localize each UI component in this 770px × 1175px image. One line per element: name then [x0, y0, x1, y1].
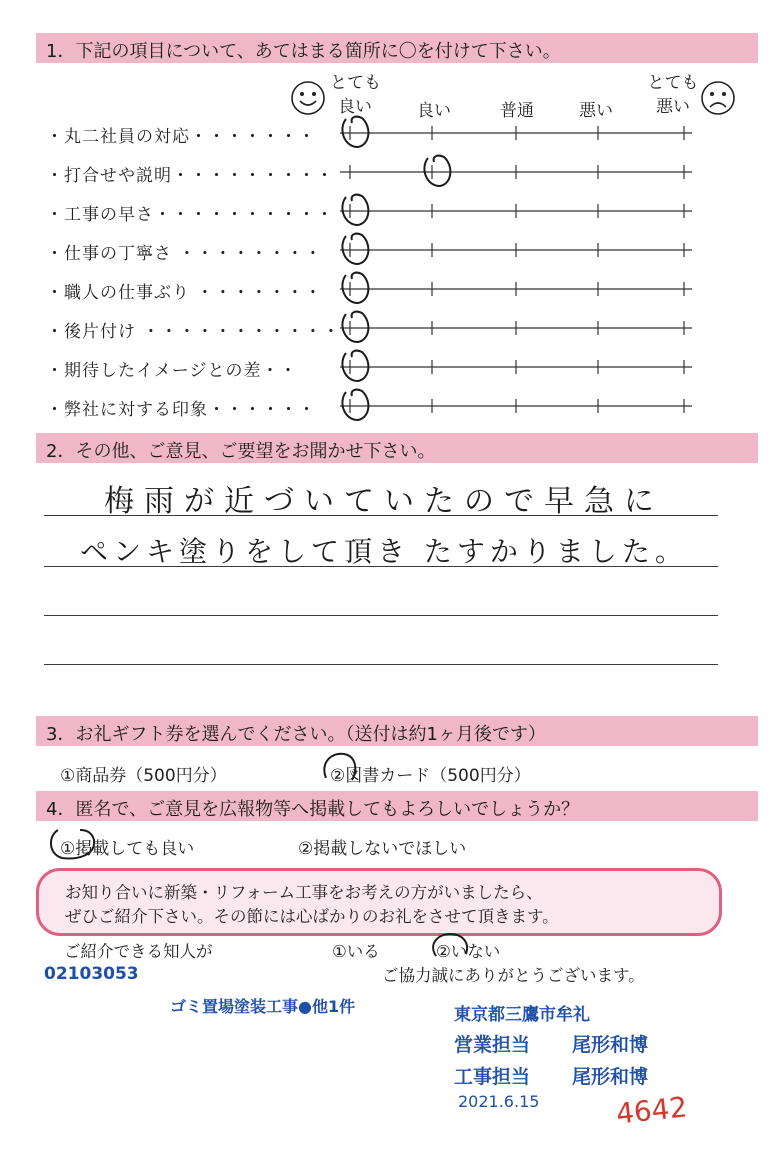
gift-option-book-card[interactable]: ②図書カード（500円分）	[330, 766, 531, 786]
handwritten-comment-line2: ペンキ塗りをして頂き たすかりました。	[80, 535, 688, 568]
rating-row-label: ・後片付け ・・・・・・・・・・・	[46, 322, 341, 342]
hand-drawn-circle-mark	[342, 195, 368, 225]
referral-option-no[interactable]: ②いない	[436, 942, 501, 961]
scale-top-very-bad: とても	[647, 73, 699, 93]
rating-row-label: ・弊社に対する印象・・・・・・	[46, 400, 316, 420]
survey-date: 2021.6.15	[458, 1092, 540, 1111]
section4-heading-band	[36, 791, 758, 821]
hand-drawn-circle-mark	[342, 312, 368, 342]
sales-rep-name: 尾形和博	[572, 1034, 649, 1056]
section2-heading: 2．その他、ご意見、ご要望をお聞かせ下さい。	[46, 441, 436, 462]
section3-heading-band	[36, 716, 758, 746]
hand-drawn-circle-mark	[342, 273, 368, 303]
scale-bad: 悪い	[579, 101, 613, 121]
scale-very-good: 良い	[338, 97, 372, 117]
referral-box-line1: お知り合いに新築・リフォーム工事をお考えの方がいましたら、	[65, 883, 543, 902]
scale-top-very-good: とても	[330, 73, 381, 93]
customer-code: 02103053	[44, 964, 139, 984]
project-name: ゴミ置場塗装工事●他1件	[170, 997, 356, 1016]
scale-good: 良い	[417, 101, 451, 121]
scale-very-bad: 悪い	[656, 97, 690, 117]
rating-row-label: ・工事の早さ・・・・・・・・・・	[46, 205, 334, 225]
rating-row-label: ・丸二社員の対応・・・・・・・	[46, 127, 316, 147]
rating-row-label: ・期待したイメージとの差・・	[46, 361, 298, 381]
section1-heading: 1．下記の項目について、あてはまる箇所に〇を付けて下さい。	[46, 41, 561, 62]
construction-rep-name: 尾形和博	[572, 1066, 649, 1088]
hand-drawn-circle-mark	[342, 351, 368, 381]
rating-row-label: ・職人の仕事ぶり ・・・・・・・	[46, 283, 323, 303]
scale-average: 普通	[500, 101, 534, 121]
thanks-message: ご協力誠にありがとうございます。	[382, 966, 645, 985]
sales-rep-label: 営業担当	[454, 1034, 531, 1056]
referral-request-box	[36, 868, 722, 936]
hand-drawn-circle-mark	[46, 826, 106, 862]
rating-row-label: ・仕事の丁寧さ ・・・・・・・・	[46, 244, 323, 264]
handwritten-comment-line1: 梅雨が近づいていたので早急に	[104, 484, 664, 519]
handwritten-number: 4642	[614, 1090, 689, 1131]
hand-drawn-circle-mark	[426, 930, 474, 966]
referral-label: ご紹介できる知人が	[64, 942, 213, 961]
hand-drawn-circle-mark	[342, 117, 368, 147]
location: 東京都三鷹市牟礼	[454, 1005, 590, 1025]
writing-line	[44, 615, 718, 616]
hand-drawn-circle-mark	[424, 156, 450, 186]
writing-line	[44, 664, 718, 665]
construction-rep-label: 工事担当	[454, 1066, 531, 1088]
publish-option-allow[interactable]: ①掲載しても良い	[60, 839, 195, 859]
section3-heading: 3．お礼ギフト券を選んでください。（送付は約1ヶ月後です）	[46, 724, 546, 745]
referral-option-yes[interactable]: ①いる	[332, 942, 380, 961]
section4-heading: 4．匿名で、ご意見を広報物等へ掲載してもよろしいでしょうか？	[46, 799, 580, 820]
section2-heading-band	[36, 433, 758, 463]
rating-scale-grid	[0, 0, 770, 430]
hand-drawn-circle-mark	[342, 234, 368, 264]
rating-row-label: ・打合せや説明・・・・・・・・・	[46, 166, 334, 186]
hand-drawn-circle-mark	[318, 748, 362, 790]
referral-box-line2: ぜひご紹介下さい。その節には心ばかりのお礼をさせて頂きます。	[65, 907, 559, 926]
publish-option-deny[interactable]: ②掲載しないでほしい	[298, 839, 467, 859]
gift-option-voucher[interactable]: ①商品券（500円分）	[60, 766, 227, 786]
hand-drawn-circle-mark	[342, 390, 368, 420]
